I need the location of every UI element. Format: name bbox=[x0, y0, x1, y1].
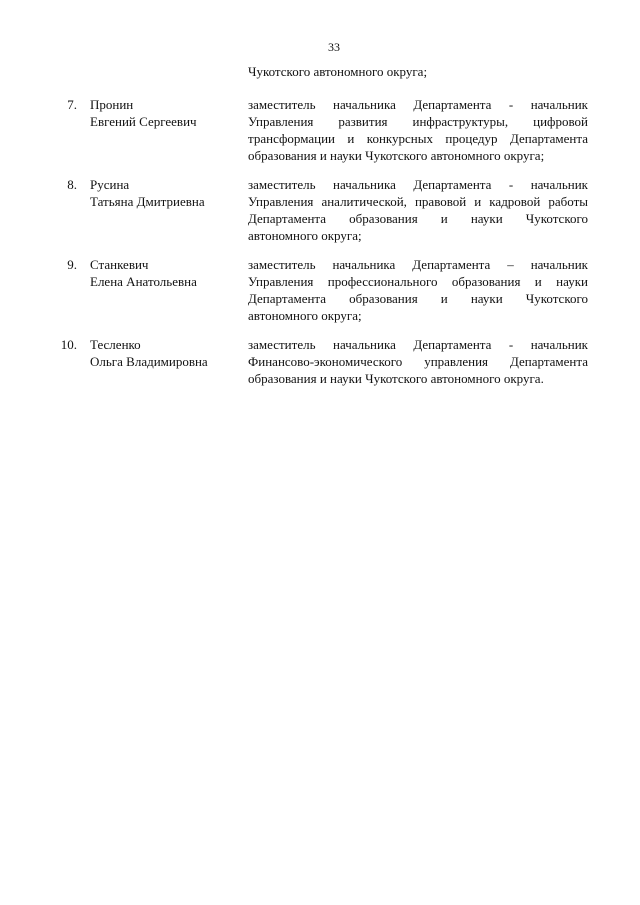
position-line: Финансово-экономического управления Департамента bbox=[248, 354, 588, 369]
entry-number: 10. bbox=[60, 337, 77, 352]
position-line: Управления аналитической, правовой и кадровой работы bbox=[248, 194, 588, 209]
entry-number: 7. bbox=[67, 97, 77, 112]
position-line: заместитель начальника Департамента - начальник bbox=[248, 177, 588, 192]
position-line: автономного округа; bbox=[248, 308, 362, 323]
position-line: образования и науки Чукотского автономного округа. bbox=[248, 371, 544, 386]
person-surname: Тесленко bbox=[90, 337, 141, 352]
person-given-names: Ольга Владимировна bbox=[90, 354, 208, 369]
person-name bbox=[90, 336, 240, 370]
position-line: трансформации и конкурсных процедур Департамента bbox=[248, 131, 588, 146]
position-line: заместитель начальника Департамента – начальник bbox=[248, 257, 588, 272]
position-description bbox=[248, 256, 588, 324]
position-line: Департамента образования и науки Чукотского bbox=[248, 211, 588, 226]
person-given-names: Татьяна Дмитриевна bbox=[90, 194, 205, 209]
person-surname: Станкевич bbox=[90, 257, 149, 272]
entry-number: 9. bbox=[67, 257, 77, 272]
position-description bbox=[248, 336, 588, 387]
person-name bbox=[90, 256, 240, 290]
position-line: Управления развития инфраструктуры, цифровой bbox=[248, 114, 588, 129]
position-line: Управления профессионального образования и науки bbox=[248, 274, 588, 289]
entry-number: 8. bbox=[67, 177, 77, 192]
position-line: автономного округа; bbox=[248, 228, 362, 243]
person-surname: Пронин bbox=[90, 97, 134, 112]
person-given-names: Елена Анатольевна bbox=[90, 274, 197, 289]
person-name bbox=[90, 96, 240, 130]
position-line: Департамента образования и науки Чукотского bbox=[248, 291, 588, 306]
position-line: образования и науки Чукотского автономного округа; bbox=[248, 148, 545, 163]
position-description bbox=[248, 176, 588, 244]
person-given-names: Евгений Сергеевич bbox=[90, 114, 197, 129]
person-name bbox=[90, 176, 240, 210]
position-line: заместитель начальника Департамента - начальник bbox=[248, 97, 588, 112]
position-line: заместитель начальника Департамента - начальник bbox=[248, 337, 588, 352]
page-number: 33 bbox=[328, 40, 340, 54]
person-surname: Русина bbox=[90, 177, 130, 192]
continuation-text: Чукотского автономного округа; bbox=[248, 64, 428, 79]
position-description bbox=[248, 96, 588, 164]
